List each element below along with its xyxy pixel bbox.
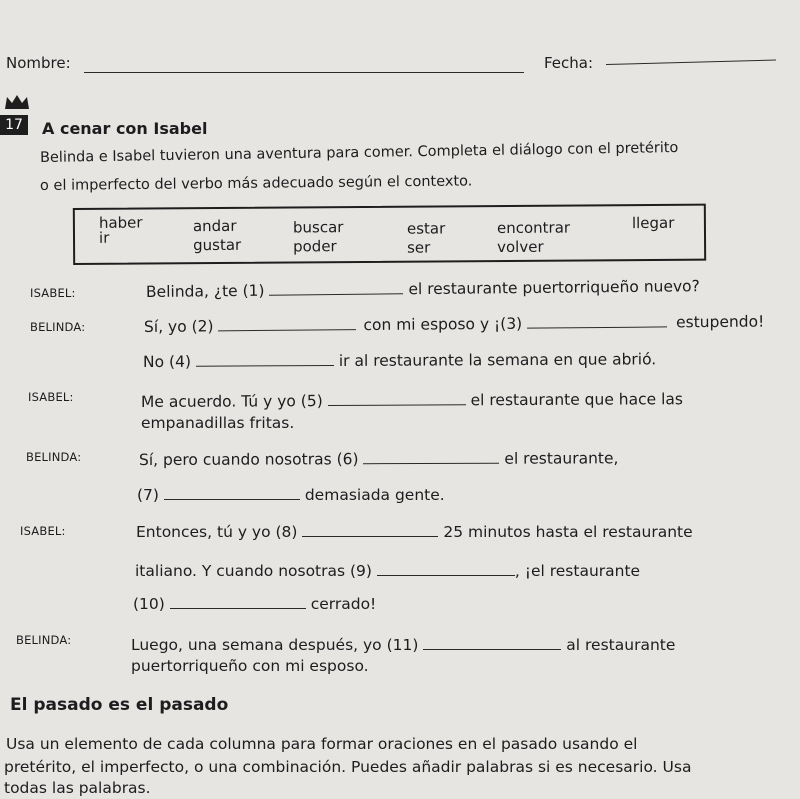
word-volver: volver bbox=[497, 237, 544, 257]
activity-title: A cenar con Isabel bbox=[42, 119, 208, 138]
blank-8[interactable] bbox=[302, 535, 438, 537]
word-bank-col-4 bbox=[407, 218, 446, 258]
dialogue-text: estupendo! bbox=[675, 312, 765, 332]
instructions-line-1: Belinda e Isabel tuvieron una aventura para comer. Completa el diálogo con el pretérito bbox=[39, 139, 679, 166]
section-2-line-3: todas las palabras. bbox=[4, 779, 151, 797]
dialogue-text: Entonces, tú y yo (8) bbox=[136, 523, 298, 541]
dialogue-text: el restaurante puertorriqueño nuevo? bbox=[408, 277, 700, 299]
blank-6[interactable] bbox=[363, 462, 499, 464]
dialogue-text: al restaurante bbox=[566, 636, 676, 654]
dialogue-text: 25 minutos hasta el restaurante bbox=[443, 523, 693, 541]
dialogue-line-5: empanadillas fritas. bbox=[141, 414, 295, 432]
word-bank-col-3 bbox=[293, 217, 344, 257]
dialogue-line-11 bbox=[131, 636, 675, 654]
dialogue-text: Belinda, ¿te (1) bbox=[145, 281, 265, 301]
dialogue-line-9 bbox=[135, 562, 640, 580]
blank-11[interactable] bbox=[423, 648, 561, 650]
word-encontrar: encontrar bbox=[496, 218, 571, 238]
word-bank-col-2 bbox=[193, 216, 241, 256]
dialogue-text: Sí, yo (2) bbox=[143, 317, 214, 336]
crown-icon bbox=[4, 93, 30, 115]
word-haber: haber bbox=[98, 213, 143, 232]
dialogue-line-8 bbox=[136, 523, 693, 541]
blank-1[interactable] bbox=[269, 292, 403, 295]
speaker-isabel: ISABEL: bbox=[30, 286, 76, 300]
speaker-belinda: BELINDA: bbox=[16, 633, 72, 647]
word-poder: poder bbox=[293, 237, 337, 256]
word-bank-col-5 bbox=[497, 218, 570, 259]
blank-5[interactable] bbox=[328, 403, 466, 406]
dialogue-line-4 bbox=[141, 390, 683, 411]
blank-4[interactable] bbox=[196, 364, 334, 367]
dialogue-text: ir al restaurante la semana en que abrió. bbox=[338, 350, 657, 370]
dialogue-text: Sí, pero cuando nosotras (6) bbox=[138, 450, 359, 469]
dialogue-line-6 bbox=[139, 449, 619, 469]
section-2-line-1: Usa un elemento de cada columna para formar oraciones en el pasado usando el bbox=[6, 735, 638, 753]
dialogue-text: cerrado! bbox=[310, 595, 377, 613]
dialogue-text: No (4) bbox=[142, 352, 192, 371]
speaker-isabel: ISABEL: bbox=[20, 524, 66, 538]
name-label: Nombre: bbox=[6, 54, 71, 72]
dialogue-text: (10) bbox=[133, 595, 165, 613]
dialogue-line-7 bbox=[137, 486, 445, 504]
word-estar: estar bbox=[406, 219, 446, 238]
dialogue-text: Luego, una semana después, yo (11) bbox=[131, 636, 419, 654]
dialogue-line-10 bbox=[133, 595, 376, 613]
instructions-line-2: o el imperfecto del verbo más adecuado según el contexto. bbox=[39, 173, 473, 194]
speaker-belinda: BELINDA: bbox=[30, 320, 86, 334]
dialogue-line-3 bbox=[143, 350, 656, 371]
blank-10[interactable] bbox=[170, 607, 306, 609]
speaker-belinda: BELINDA: bbox=[26, 450, 82, 464]
dialogue-text: demasiada gente. bbox=[304, 486, 445, 504]
blank-9[interactable] bbox=[377, 574, 515, 576]
word-bank-col-6 bbox=[632, 213, 675, 234]
blank-3[interactable] bbox=[527, 325, 667, 328]
dialogue-text: el restaurante, bbox=[504, 449, 619, 468]
word-ir: ir bbox=[98, 228, 110, 247]
blank-2[interactable] bbox=[219, 328, 357, 331]
date-label: Fecha: bbox=[544, 54, 594, 72]
dialogue-text: Me acuerdo. Tú y yo (5) bbox=[140, 392, 323, 411]
speaker-isabel: ISABEL: bbox=[28, 390, 74, 404]
word-gustar: gustar bbox=[193, 235, 242, 255]
word-llegar: llegar bbox=[631, 213, 675, 233]
dialogue-text: con mi esposo y ¡(3) bbox=[363, 314, 523, 335]
section-2-title: El pasado es el pasado bbox=[10, 695, 229, 715]
dialogue-line-2 bbox=[144, 313, 764, 336]
blank-7[interactable] bbox=[164, 498, 300, 500]
word-andar: andar bbox=[192, 216, 237, 236]
word-buscar: buscar bbox=[292, 218, 344, 237]
dialogue-text: italiano. Y cuando nosotras (9) bbox=[135, 562, 372, 580]
dialogue-line-12: puertorriqueño con mi esposo. bbox=[131, 657, 369, 675]
date-field[interactable] bbox=[606, 60, 776, 65]
dialogue-line-1 bbox=[146, 277, 700, 301]
section-2-line-2: pretérito, el imperfecto, o una combinación. Puedes añadir palabras si es necesario. Usa bbox=[4, 758, 692, 776]
dialogue-text: (7) bbox=[137, 486, 159, 504]
word-bank bbox=[73, 204, 706, 265]
dialogue-text: , ¡el restaurante bbox=[514, 562, 641, 580]
dialogue-text: el restaurante que hace las bbox=[470, 390, 684, 410]
word-ser: ser bbox=[407, 238, 431, 257]
activity-number: 17 bbox=[0, 115, 28, 135]
name-field[interactable] bbox=[84, 72, 524, 73]
word-bank-col-1 bbox=[99, 213, 143, 249]
